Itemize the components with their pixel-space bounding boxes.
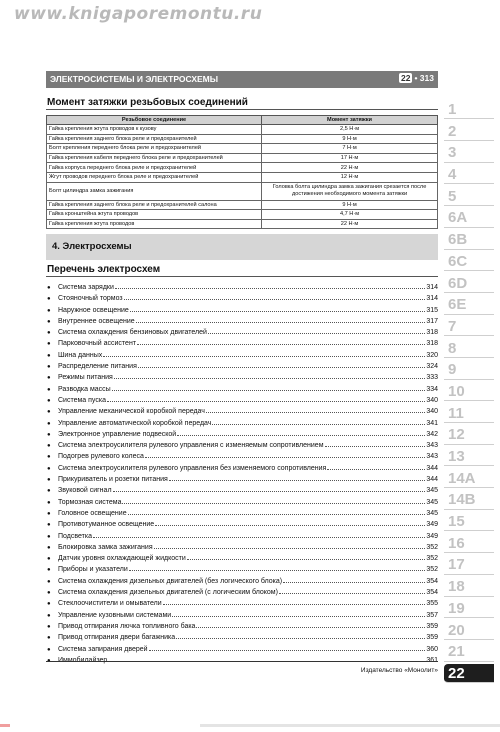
list-item <box>47 372 438 383</box>
connection-cell: Болт цилиндра замка зажигания <box>47 182 262 200</box>
item-page: 352 <box>426 555 438 563</box>
dot-leader <box>129 564 426 571</box>
list-item <box>47 553 438 564</box>
connection-cell: Гайка крепления заднего блока реле и предохранителей <box>47 134 262 144</box>
bullet-icon: ● <box>47 397 51 404</box>
chapter-tab-5: 5 <box>444 187 494 206</box>
item-title: Привод отпирания двери багажника <box>58 634 176 642</box>
dot-leader <box>154 542 426 549</box>
item-title: Подсветка <box>58 532 92 540</box>
item-page: 352 <box>426 566 438 574</box>
list-item <box>47 406 438 417</box>
item-page: 342 <box>426 430 438 438</box>
dot-leader <box>187 553 426 560</box>
dot-leader <box>196 621 425 628</box>
chapter-tab-3: 3 <box>444 143 494 162</box>
dot-leader <box>208 327 425 334</box>
chapter-tab-10: 10 <box>444 382 494 401</box>
chapter-tab-11: 11 <box>444 404 494 423</box>
diagram-list <box>47 282 438 666</box>
item-title: Противотуманное освещение <box>58 521 155 529</box>
bullet-icon: ● <box>47 499 51 506</box>
diagram-list-rule <box>46 276 438 277</box>
chapter-tab-1: 1 <box>444 100 494 119</box>
dot-leader <box>163 598 426 605</box>
bullet-icon: ● <box>47 646 51 653</box>
dot-leader <box>283 576 425 583</box>
item-page: 340 <box>426 408 438 416</box>
item-page: 349 <box>426 532 438 540</box>
item-page: 344 <box>426 476 438 484</box>
chapter-tab-4: 4 <box>444 165 494 184</box>
item-title: Система зарядки <box>58 284 114 291</box>
list-item <box>47 519 438 530</box>
diagram-list-title: Перечень электросхем <box>47 264 161 275</box>
bullet-icon: ● <box>47 307 51 314</box>
list-item <box>47 587 438 598</box>
dot-leader <box>138 361 425 368</box>
list-item <box>47 350 438 361</box>
bullet-icon: ● <box>47 556 51 563</box>
torque-cell: 4,7 Н·м <box>262 210 438 220</box>
dot-leader <box>93 531 425 538</box>
item-page: 318 <box>426 340 438 348</box>
item-title: Парковочный ассистент <box>58 340 137 348</box>
item-page: 345 <box>426 498 438 506</box>
dot-leader <box>279 587 425 594</box>
connection-cell: Гайка крепления заднего блока реле и предохранителей салона <box>47 200 262 210</box>
item-page: 359 <box>426 622 438 630</box>
connection-cell: Гайка крепления кабеля переднего блока реле и предохранителей <box>47 153 262 163</box>
chapter-tab-6b: 6B <box>444 230 494 249</box>
item-page: 314 <box>426 295 438 303</box>
footer-rule <box>46 661 438 662</box>
col-header-connection: Резьбовое соединение <box>47 116 262 125</box>
dot-leader <box>114 372 425 379</box>
table-row <box>47 210 438 220</box>
list-item <box>47 621 438 632</box>
dot-leader <box>149 644 426 651</box>
item-title: Управление механической коробкой передач <box>58 408 205 416</box>
bullet-icon: ● <box>47 510 51 517</box>
item-title: Тормозная система <box>58 498 122 506</box>
chapter-tab-9: 9 <box>444 360 494 379</box>
bullet-icon: ● <box>47 578 51 585</box>
connection-cell: Жгут проводов переднего блока реле и предохранителей <box>47 172 262 182</box>
list-item <box>47 418 438 429</box>
list-item <box>47 610 438 621</box>
dot-leader <box>130 305 426 312</box>
list-item <box>47 644 438 655</box>
table-row <box>47 153 438 163</box>
item-page: 354 <box>426 577 438 585</box>
chapter-tab-17: 17 <box>444 555 494 574</box>
bullet-icon: ● <box>47 364 51 371</box>
bullet-icon: ● <box>47 544 51 551</box>
dot-leader <box>103 350 425 357</box>
dot-leader <box>107 395 425 402</box>
list-item <box>47 474 438 485</box>
list-item <box>47 293 438 304</box>
dot-leader <box>172 610 425 617</box>
table-row <box>47 219 438 229</box>
item-title: Шина данных <box>58 351 103 359</box>
item-title: Разводка массы <box>58 385 111 393</box>
item-title: Система запирания дверей <box>58 645 148 653</box>
list-item <box>47 531 438 542</box>
item-page: 317 <box>426 317 438 325</box>
table-row <box>47 172 438 182</box>
item-page: 318 <box>426 329 438 337</box>
bullet-icon: ● <box>47 533 51 540</box>
item-title: Система электроусилителя рулевого управления с изменяемым сопротивлением <box>58 442 324 450</box>
table-row <box>47 144 438 154</box>
connection-cell: Гайка корпуса переднего блока реле и предохранителей <box>47 163 262 173</box>
list-item <box>47 564 438 575</box>
torque-table-body <box>47 125 438 229</box>
dot-leader <box>325 440 426 447</box>
bullet-icon: ● <box>47 443 51 450</box>
torque-cell: 7 Н·м <box>262 144 438 154</box>
list-item <box>47 485 438 496</box>
list-item <box>47 361 438 372</box>
dot-leader <box>177 429 425 436</box>
torque-cell: 12 Н·м <box>262 172 438 182</box>
bullet-icon: ● <box>47 386 51 393</box>
table-header-row <box>47 116 438 125</box>
chapter-tab-14b: 14B <box>444 490 494 509</box>
item-page: 343 <box>426 453 438 461</box>
item-page: 320 <box>426 351 438 359</box>
dot-leader <box>137 338 425 345</box>
table-row <box>47 163 438 173</box>
connection-cell: Гайка крепления жгута проводов <box>47 219 262 229</box>
chapter-tab-7: 7 <box>444 317 494 336</box>
item-title: Подогрев рулевого колеса <box>58 453 144 461</box>
list-item <box>47 305 438 316</box>
dot-leader <box>136 316 426 323</box>
list-item <box>47 598 438 609</box>
item-page: 345 <box>426 509 438 517</box>
table-row <box>47 125 438 135</box>
list-item <box>47 542 438 553</box>
item-title: Стояночный тормоз <box>58 295 123 303</box>
list-item <box>47 497 438 508</box>
dot-leader <box>327 463 425 470</box>
chapter-tab-13: 13 <box>444 447 494 466</box>
dot-leader <box>122 497 425 504</box>
chapter-tab-22: 22 <box>444 664 494 683</box>
chapter-badge: 22 <box>401 73 411 83</box>
item-page: 357 <box>426 611 438 619</box>
list-item <box>47 440 438 451</box>
item-page: 334 <box>426 385 438 393</box>
list-item <box>47 463 438 474</box>
item-page: 359 <box>426 634 438 642</box>
connection-cell: Гайка крепления жгута проводов к кузову <box>47 125 262 135</box>
dot-leader <box>176 632 425 639</box>
bullet-icon: ● <box>47 477 51 484</box>
bullet-icon: ● <box>47 590 51 597</box>
torque-title-rule <box>46 109 438 110</box>
list-item <box>47 395 438 406</box>
item-page: 333 <box>426 374 438 382</box>
item-title: Управление автоматической коробкой передач <box>58 419 212 427</box>
bullet-icon: ● <box>47 409 51 416</box>
section-4-banner <box>46 234 438 260</box>
item-title: Система охлаждения дизельных двигателей (с логическим блоком) <box>58 589 278 597</box>
item-page: 345 <box>426 487 438 495</box>
torque-cell: 9 Н·м <box>262 200 438 210</box>
dot-leader <box>124 293 426 300</box>
item-page: 349 <box>426 521 438 529</box>
watermark: www.knigaporemontu.ru <box>14 4 263 24</box>
publisher: Издательство «Монолит» <box>360 667 438 674</box>
item-title: Система охлаждения бензиновых двигателей <box>58 329 207 337</box>
list-item <box>47 338 438 349</box>
bullet-icon: ● <box>47 318 51 325</box>
chapter-tab-14a: 14A <box>444 469 494 488</box>
item-title: Головное освещение <box>58 509 127 517</box>
item-page: 352 <box>426 543 438 551</box>
list-item <box>47 384 438 395</box>
item-title: Датчик уровня охлаждающей жидкости <box>58 555 186 563</box>
dot-leader <box>212 418 425 425</box>
item-page: 344 <box>426 464 438 472</box>
bullet-icon: ● <box>47 465 51 472</box>
item-title: Блокировка замка зажигания <box>58 543 153 551</box>
item-title: Электронное управление подвеской <box>58 430 177 438</box>
scan-edge <box>0 724 500 727</box>
connection-cell: Гайка кронштейна жгута проводов <box>47 210 262 220</box>
bullet-icon: ● <box>47 420 51 427</box>
dot-leader <box>145 451 425 458</box>
item-page: 355 <box>426 600 438 608</box>
item-page: 354 <box>426 589 438 597</box>
item-page: 340 <box>426 396 438 404</box>
table-row <box>47 134 438 144</box>
bullet-icon: ● <box>47 454 51 461</box>
list-item <box>47 316 438 327</box>
bullet-icon: ● <box>47 341 51 348</box>
item-page: 343 <box>426 442 438 450</box>
dot-leader <box>169 474 426 481</box>
chapter-tabs <box>444 100 494 686</box>
bullet-icon: ● <box>47 623 51 630</box>
item-title: Наружное освещение <box>58 306 129 314</box>
item-page: 341 <box>426 419 438 427</box>
bullet-icon: ● <box>47 488 51 495</box>
item-title: Управление кузовными системами <box>58 611 172 619</box>
torque-table <box>46 115 438 229</box>
chapter-tab-12: 12 <box>444 425 494 444</box>
dot-leader <box>115 282 425 289</box>
bullet-icon: ● <box>47 612 51 619</box>
chapter-tab-2: 2 <box>444 122 494 141</box>
chapter-tab-19: 19 <box>444 599 494 618</box>
bullet-icon: ● <box>47 352 51 359</box>
table-row <box>47 200 438 210</box>
torque-cell: 17 Н·м <box>262 153 438 163</box>
item-title: Внутреннее освещение <box>58 317 135 325</box>
chapter-tab-6d: 6D <box>444 274 494 293</box>
col-header-torque: Момент затяжки <box>262 116 438 125</box>
header-page-info <box>399 73 434 83</box>
dot-leader <box>155 519 425 526</box>
list-item <box>47 282 438 293</box>
bullet-icon: ● <box>47 522 51 529</box>
item-title: Распределение питания <box>58 363 137 371</box>
chapter-tab-16: 16 <box>444 534 494 553</box>
section-4-title: 4. Электросхемы <box>52 241 132 252</box>
list-item <box>47 451 438 462</box>
chapter-tab-6e: 6E <box>444 295 494 314</box>
running-header <box>46 71 438 88</box>
item-title: Стеклоочистители и омыватели <box>58 600 162 608</box>
item-page: 314 <box>426 284 438 291</box>
item-title: Привод отпирания лючка топливного бака <box>58 622 196 630</box>
item-page: 360 <box>426 645 438 653</box>
item-title: Режимы питания <box>58 374 113 382</box>
list-item <box>47 576 438 587</box>
bullet-icon: ● <box>47 635 51 642</box>
chapter-tab-15: 15 <box>444 512 494 531</box>
chapter-tab-6c: 6C <box>444 252 494 271</box>
connection-cell: Болт крепления переднего блока реле и предохранителей <box>47 144 262 154</box>
dot-leader <box>206 406 425 413</box>
item-title: Прикуриватель и розетки питания <box>58 476 168 484</box>
page-number: • 313 <box>414 73 434 83</box>
bullet-icon: ● <box>47 567 51 574</box>
torque-cell: 22 Н·м <box>262 163 438 173</box>
chapter-tab-20: 20 <box>444 621 494 640</box>
bullet-icon: ● <box>47 330 51 337</box>
dot-leader <box>113 485 426 492</box>
bullet-icon: ● <box>47 296 51 303</box>
item-title: Система пуска <box>58 396 106 404</box>
torque-cell: 2,5 Н·м <box>262 125 438 135</box>
chapter-tab-18: 18 <box>444 577 494 596</box>
list-item <box>47 327 438 338</box>
chapter-tab-6a: 6A <box>444 208 494 227</box>
torque-cell: 9 Н·м <box>262 134 438 144</box>
bullet-icon: ● <box>47 375 51 382</box>
header-title: ЭЛЕКТРОСИСТЕМЫ И ЭЛЕКТРОСХЕМЫ <box>50 74 219 84</box>
list-item <box>47 429 438 440</box>
torque-cell: Головка болта цилиндра замка зажигания срезается после достижения необходимого момента затяжки <box>262 182 438 200</box>
item-page: 324 <box>426 363 438 371</box>
item-title: Система электроусилителя рулевого управления без изменяемого сопротивления <box>58 464 327 472</box>
chapter-tab-21: 21 <box>444 642 494 661</box>
item-title: Система охлаждения дизельных двигателей (без логического блока) <box>58 577 283 585</box>
torque-section-title: Момент затяжки резьбовых соединений <box>47 97 248 108</box>
dot-leader <box>128 508 426 515</box>
list-item <box>47 632 438 643</box>
bullet-icon: ● <box>47 601 51 608</box>
item-page: 315 <box>426 306 438 314</box>
bullet-icon: ● <box>47 431 51 438</box>
table-row <box>47 182 438 200</box>
bullet-icon: ● <box>47 285 51 291</box>
chapter-tab-8: 8 <box>444 339 494 358</box>
dot-leader <box>112 384 426 391</box>
torque-cell: 22 Н·м <box>262 219 438 229</box>
item-title: Приборы и указатели <box>58 566 128 574</box>
list-item <box>47 508 438 519</box>
item-title: Звуковой сигнал <box>58 487 112 495</box>
